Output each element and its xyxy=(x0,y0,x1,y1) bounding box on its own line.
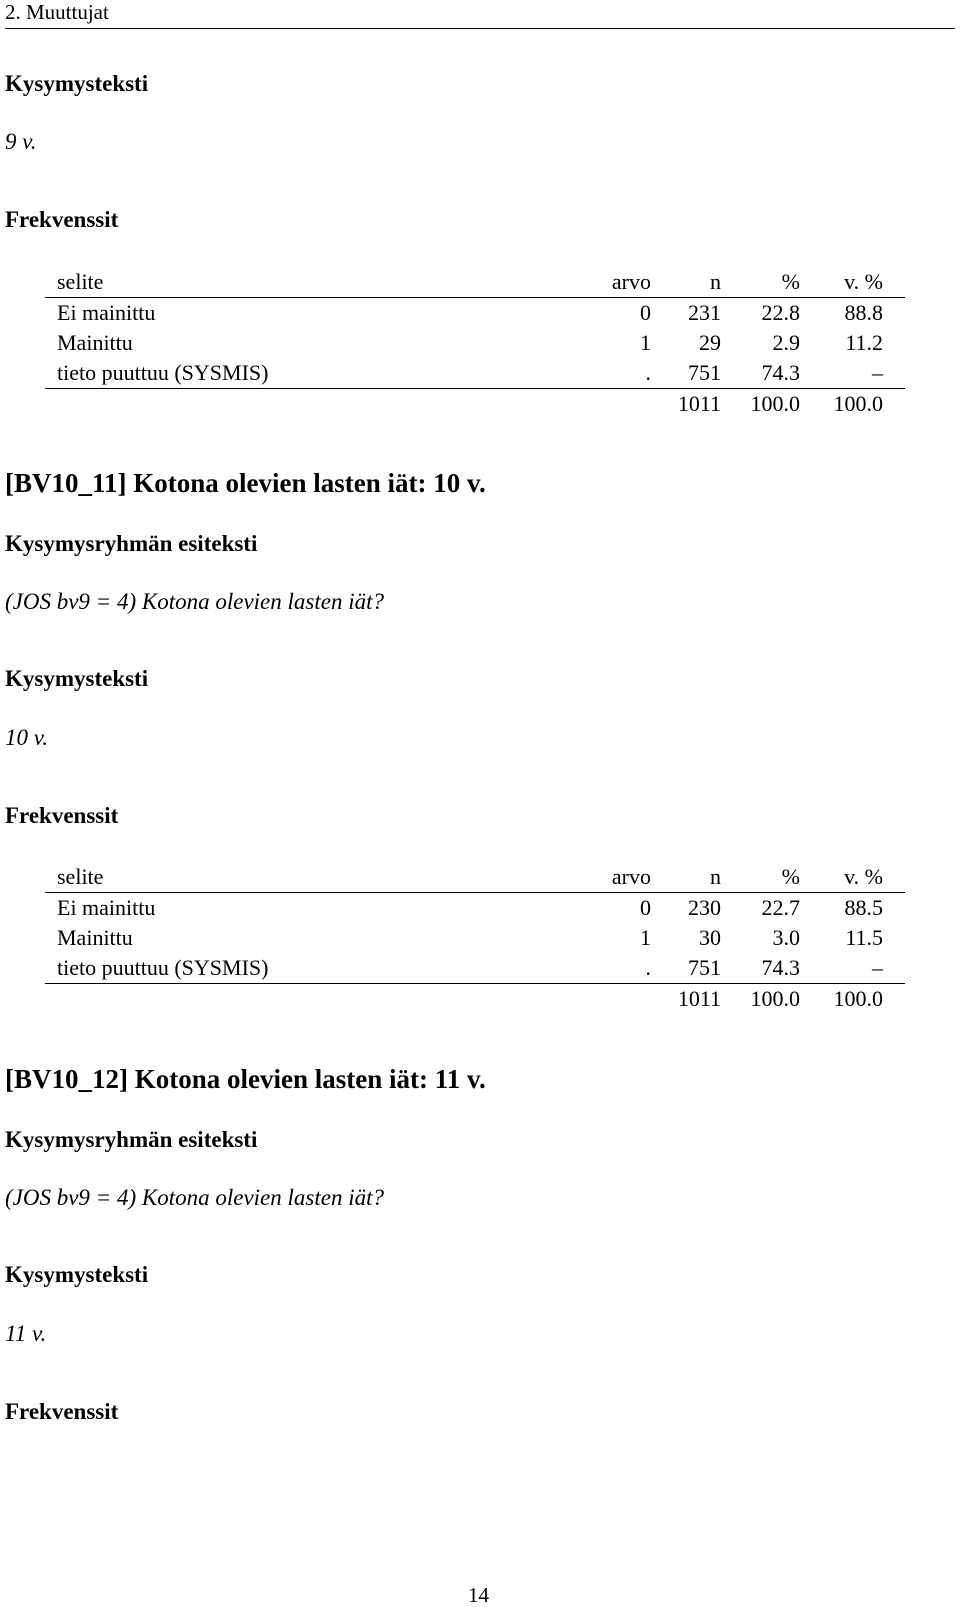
col-header-label: selite xyxy=(57,864,104,889)
question-text-heading: Kysymysteksti xyxy=(5,71,149,96)
total-n: 1011 xyxy=(677,986,721,1011)
row-percent: 2.9 xyxy=(772,330,800,355)
row-percent: 74.3 xyxy=(761,955,800,980)
question-text: 11 v. xyxy=(5,1321,47,1346)
group-pretext: (JOS bv9 = 4) Kotona olevien lasten iät? xyxy=(5,1185,384,1210)
table-header-row xyxy=(45,267,905,297)
row-n: 29 xyxy=(699,330,721,355)
row-value: . xyxy=(645,360,651,385)
row-percent: 22.8 xyxy=(761,300,800,325)
question-text-heading: Kysymysteksti xyxy=(5,1262,149,1287)
row-valid-percent: 11.2 xyxy=(845,330,883,355)
table-row xyxy=(45,328,905,358)
frequency-table xyxy=(45,862,905,1014)
col-header-percent: % xyxy=(781,269,800,294)
frequencies-heading: Frekvenssit xyxy=(5,1399,119,1424)
row-valid-percent: 88.8 xyxy=(844,300,883,325)
table-row xyxy=(45,893,905,923)
group-pretext-heading: Kysymysryhmän esiteksti xyxy=(5,1127,258,1152)
table-row xyxy=(45,298,905,328)
row-n: 751 xyxy=(688,360,721,385)
running-header-title: 2. Muuttujat xyxy=(5,0,109,24)
total-percent: 100.0 xyxy=(750,391,800,416)
row-label: Mainittu xyxy=(57,330,133,355)
col-header-value: arvo xyxy=(611,864,651,889)
row-label: Ei mainittu xyxy=(57,300,156,325)
table-total-row xyxy=(45,984,905,1014)
question-text: 10 v. xyxy=(5,725,49,750)
col-header-n: n xyxy=(710,864,721,889)
variable-title: [BV10_12] Kotona olevien lasten iät: 11 v. xyxy=(5,1064,486,1094)
header-divider xyxy=(5,28,955,29)
row-n: 231 xyxy=(688,300,721,325)
table-row xyxy=(45,358,905,388)
group-pretext-heading: Kysymysryhmän esiteksti xyxy=(5,531,258,556)
frequencies-heading: Frekvenssit xyxy=(5,207,119,232)
col-header-value: arvo xyxy=(611,269,651,294)
table-header-row xyxy=(45,862,905,892)
col-header-valid-percent: v. % xyxy=(844,269,883,294)
row-label: tieto puuttuu (SYSMIS) xyxy=(57,360,269,385)
row-valid-percent: – xyxy=(872,955,883,980)
frequencies-heading: Frekvenssit xyxy=(5,803,119,828)
question-text: 9 v. xyxy=(5,129,37,154)
row-label: Ei mainittu xyxy=(57,895,156,920)
table-row xyxy=(45,953,905,983)
question-text-heading: Kysymysteksti xyxy=(5,666,149,691)
col-header-percent: % xyxy=(781,864,800,889)
page-number: 14 xyxy=(468,1583,489,1607)
total-percent: 100.0 xyxy=(750,986,800,1011)
row-value: . xyxy=(645,955,651,980)
variable-title: [BV10_11] Kotona olevien lasten iät: 10 v. xyxy=(5,468,486,498)
row-n: 30 xyxy=(699,925,721,950)
row-value: 0 xyxy=(640,895,651,920)
frequency-table xyxy=(45,267,905,419)
row-percent: 22.7 xyxy=(761,895,800,920)
row-percent: 74.3 xyxy=(761,360,800,385)
total-n: 1011 xyxy=(677,391,721,416)
row-valid-percent: – xyxy=(872,360,883,385)
row-label: Mainittu xyxy=(57,925,133,950)
row-value: 1 xyxy=(640,925,651,950)
row-n: 751 xyxy=(688,955,721,980)
row-value: 1 xyxy=(640,330,651,355)
col-header-n: n xyxy=(710,269,721,294)
group-pretext: (JOS bv9 = 4) Kotona olevien lasten iät? xyxy=(5,589,384,614)
table-total-row xyxy=(45,389,905,419)
row-label: tieto puuttuu (SYSMIS) xyxy=(57,955,269,980)
row-valid-percent: 88.5 xyxy=(844,895,883,920)
row-n: 230 xyxy=(688,895,721,920)
total-valid-percent: 100.0 xyxy=(833,391,883,416)
table-row xyxy=(45,923,905,953)
total-valid-percent: 100.0 xyxy=(833,986,883,1011)
col-header-label: selite xyxy=(57,269,104,294)
row-valid-percent: 11.5 xyxy=(845,925,883,950)
col-header-valid-percent: v. % xyxy=(844,864,883,889)
row-value: 0 xyxy=(640,300,651,325)
row-percent: 3.0 xyxy=(772,925,800,950)
